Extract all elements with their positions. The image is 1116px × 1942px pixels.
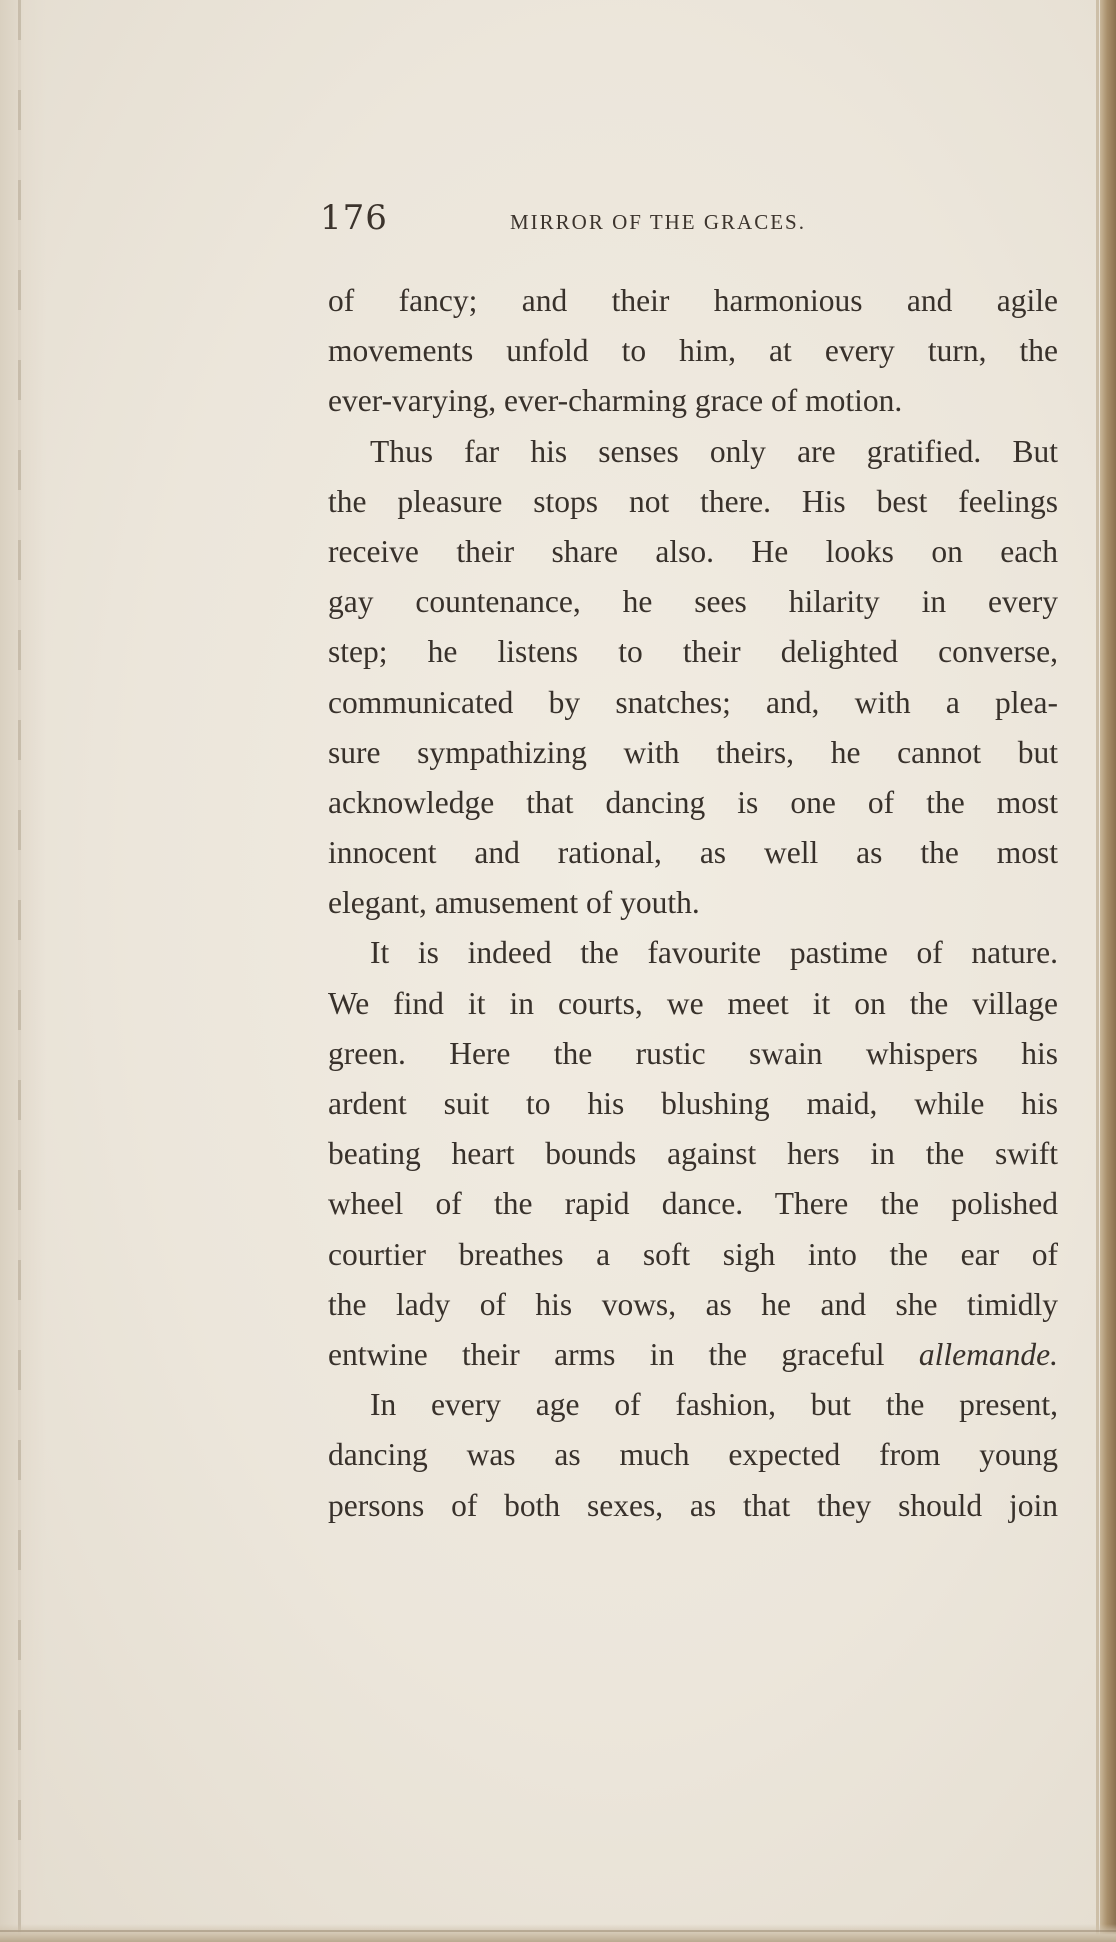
paragraph-start-line: In every age of fashion, but the present, [370, 1387, 1058, 1423]
running-title: MIRROR OF THE GRACES. [510, 210, 806, 234]
text-line: the lady of his vows, as he and she timidly [328, 1286, 1058, 1322]
text-line: green. Here the rustic swain whispers his [328, 1035, 1058, 1071]
text-line: persons of both sexes, as that they should join [328, 1487, 1058, 1523]
body-text [328, 276, 1058, 1531]
text-line: of fancy; and their harmonious and agile [328, 283, 1058, 318]
page-fore-edge [1100, 0, 1116, 1942]
running-head [320, 198, 1060, 238]
text-line: innocent and rational, as well as the most [328, 835, 1058, 871]
page-number: 176 [320, 198, 388, 238]
text-line: movements unfold to him, at every turn, the [328, 333, 1058, 369]
text-line: acknowledge that dancing is one of the most [328, 784, 1058, 820]
text-segment: entwine their arms in the graceful [328, 1336, 885, 1372]
text-line: dancing was as much expected from young [328, 1437, 1058, 1473]
text-line: ever-varying, ever-charming grace of motion. [328, 383, 903, 419]
paragraph-start-line: It is indeed the favourite pastime of nature. [370, 935, 1058, 971]
page-bottom-edge [0, 1924, 1116, 1942]
text-line: elegant, amusement of youth. [328, 885, 700, 921]
text-line: ardent suit to his blushing maid, while his [328, 1086, 1058, 1121]
text-line: communicated by snatches; and, with a plea- [328, 684, 1058, 720]
text-line-with-italic [328, 1330, 1058, 1380]
text-line: sure sympathizing with theirs, he cannot but [328, 734, 1058, 770]
text-line: receive their share also. He looks on each [328, 533, 1058, 569]
text-line: courtier breathes a soft sigh into the ear of [328, 1236, 1058, 1272]
italic-term: allemande. [918, 1336, 1058, 1372]
page-gutter-edge [0, 0, 46, 1942]
text-line: wheel of the rapid dance. There the polished [328, 1186, 1058, 1222]
text-line: the pleasure stops not there. His best feelings [328, 483, 1058, 519]
text-line: gay countenance, he sees hilarity in every [328, 584, 1058, 620]
text-line: We find it in courts, we meet it on the village [328, 985, 1058, 1021]
text-line: step; he listens to their delighted converse, [328, 634, 1058, 670]
text-line: beating heart bounds against hers in the swift [328, 1136, 1058, 1172]
paragraph-start-line: Thus far his senses only are gratified. But [370, 433, 1058, 469]
